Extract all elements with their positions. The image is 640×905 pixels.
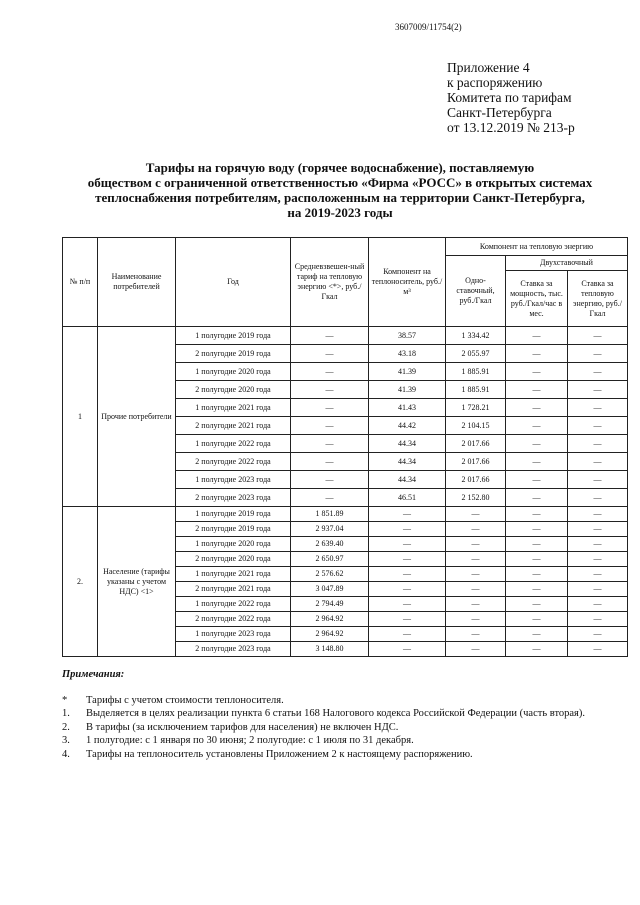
table-cell: — bbox=[291, 417, 369, 435]
table-cell: — bbox=[291, 399, 369, 417]
table-cell: — bbox=[291, 363, 369, 381]
table-cell: 1 851.89 bbox=[291, 507, 369, 522]
table-cell: — bbox=[369, 612, 446, 627]
table-cell: — bbox=[446, 567, 506, 582]
table-cell: — bbox=[506, 507, 568, 522]
table-cell: 3 047.89 bbox=[291, 582, 369, 597]
table-cell: — bbox=[568, 345, 628, 363]
table-cell: — bbox=[568, 399, 628, 417]
note-item bbox=[62, 734, 632, 748]
note-item bbox=[62, 707, 632, 721]
appendix-block bbox=[447, 60, 575, 135]
table-cell: 2 017.66 bbox=[446, 453, 506, 471]
table-cell: 1 728.21 bbox=[446, 399, 506, 417]
cell-consumer: Прочие потребители bbox=[98, 327, 176, 507]
table-cell: 2 937.04 bbox=[291, 522, 369, 537]
table-cell: — bbox=[568, 435, 628, 453]
table-cell: 1 полугодие 2020 года bbox=[176, 363, 291, 381]
table-row bbox=[63, 507, 628, 522]
cell-num: 2. bbox=[63, 507, 98, 657]
table-cell: — bbox=[446, 642, 506, 657]
header-two-rate: Двухставочный bbox=[506, 256, 628, 271]
table-cell: — bbox=[369, 537, 446, 552]
table-cell: — bbox=[506, 345, 568, 363]
table-cell: — bbox=[506, 522, 568, 537]
table-cell: — bbox=[506, 363, 568, 381]
table-cell: 2 055.97 bbox=[446, 345, 506, 363]
table-cell: — bbox=[506, 642, 568, 657]
table-cell: 3 148.80 bbox=[291, 642, 369, 657]
table-cell: 2 полугодие 2020 года bbox=[176, 381, 291, 399]
table-cell: — bbox=[568, 627, 628, 642]
table-cell: — bbox=[506, 327, 568, 345]
table-cell: 44.34 bbox=[369, 453, 446, 471]
table-cell: 1 полугодие 2021 года bbox=[176, 567, 291, 582]
document-code: 3607009/11754(2) bbox=[395, 22, 462, 32]
note-item bbox=[62, 748, 632, 762]
table-cell: 2 964.92 bbox=[291, 627, 369, 642]
table-cell: — bbox=[369, 552, 446, 567]
table-cell: 44.42 bbox=[369, 417, 446, 435]
note-item bbox=[62, 721, 632, 735]
cell-consumer: Население (тарифы указаны с учетом НДС) <1> bbox=[98, 507, 176, 657]
table-cell: — bbox=[506, 597, 568, 612]
header-single-rate: Одно-ставочный, руб./Гкал bbox=[446, 256, 506, 327]
table-cell: 2 639.40 bbox=[291, 537, 369, 552]
appendix-line: к распоряжению bbox=[447, 75, 543, 90]
table-cell: 2 152.80 bbox=[446, 489, 506, 507]
table-cell: 1 885.91 bbox=[446, 363, 506, 381]
header-year: Год bbox=[176, 238, 291, 327]
table-cell: 2 полугодие 2019 года bbox=[176, 522, 291, 537]
table-cell: — bbox=[369, 642, 446, 657]
table-cell: — bbox=[568, 471, 628, 489]
table-cell: — bbox=[506, 489, 568, 507]
table-cell: — bbox=[446, 507, 506, 522]
table-cell: 1 полугодие 2019 года bbox=[176, 327, 291, 345]
table-cell: — bbox=[506, 435, 568, 453]
table-cell: 1 полугодие 2023 года bbox=[176, 627, 291, 642]
note-text: Выделяется в целях реализации пункта 6 статьи 168 Налогового кодекса Российской Федерации (часть вторая). bbox=[86, 708, 586, 719]
document-title bbox=[70, 160, 610, 220]
table-cell: — bbox=[506, 381, 568, 399]
title-line: Тарифы на горячую воду (горячее водоснабжение), поставляемую bbox=[145, 160, 535, 175]
table-cell: — bbox=[369, 522, 446, 537]
table-cell: — bbox=[568, 537, 628, 552]
table-cell: — bbox=[568, 552, 628, 567]
table-cell: — bbox=[506, 537, 568, 552]
table-cell: 44.34 bbox=[369, 471, 446, 489]
cell-num: 1 bbox=[63, 327, 98, 507]
header-energy-rate: Ставка за тепловую энергию, руб./Гкал bbox=[568, 271, 628, 327]
note-text: В тарифы (за исключением тарифов для населения) не включен НДС. bbox=[86, 721, 399, 733]
table-cell: — bbox=[291, 471, 369, 489]
note-text: 1 полугодие: с 1 января по 30 июня; 2 полугодие: с 1 июля по 31 декабря. bbox=[86, 735, 414, 746]
header-carrier: Компонент на теплоноситель, руб./м³ bbox=[369, 238, 446, 327]
table-cell: — bbox=[506, 567, 568, 582]
table-cell: — bbox=[446, 552, 506, 567]
appendix-line: от 13.12.2019 № 213-р bbox=[447, 120, 575, 135]
table-cell: 1 полугодие 2023 года bbox=[176, 471, 291, 489]
table-cell: — bbox=[446, 582, 506, 597]
title-line: на 2019-2023 годы bbox=[287, 205, 393, 220]
table-cell: — bbox=[568, 417, 628, 435]
table-cell: — bbox=[506, 471, 568, 489]
table-cell: 2 650.97 bbox=[291, 552, 369, 567]
table-cell: — bbox=[446, 627, 506, 642]
title-line: обществом с ограниченной ответственностью «Фирма «РОСС» в открытых системах bbox=[87, 175, 593, 190]
table-cell: — bbox=[446, 597, 506, 612]
table-cell: 38.57 bbox=[369, 327, 446, 345]
table-cell: — bbox=[446, 612, 506, 627]
notes bbox=[62, 668, 632, 761]
note-mark: 2. bbox=[62, 721, 70, 733]
table-cell: — bbox=[369, 507, 446, 522]
table-row bbox=[63, 327, 628, 345]
table-cell: 2 полугодие 2019 года bbox=[176, 345, 291, 363]
table-cell: 2 104.15 bbox=[446, 417, 506, 435]
table-cell: — bbox=[568, 567, 628, 582]
note-mark: * bbox=[62, 694, 68, 706]
table-cell: — bbox=[291, 327, 369, 345]
table-cell: — bbox=[369, 582, 446, 597]
table-cell: — bbox=[568, 507, 628, 522]
note-mark: 1. bbox=[62, 708, 70, 719]
header-avg-tariff: Средневзвешен-ный тариф на тепловую энергию <*>, руб./Гкал bbox=[291, 238, 369, 327]
table-cell: 2 964.92 bbox=[291, 612, 369, 627]
note-text: Тарифы на теплоноситель установлены Приложением 2 к настоящему распоряжению. bbox=[86, 748, 473, 760]
table-cell: 2 794.49 bbox=[291, 597, 369, 612]
table-cell: — bbox=[568, 582, 628, 597]
table-cell: 1 полугодие 2022 года bbox=[176, 597, 291, 612]
notes-heading: Примечания: bbox=[62, 669, 125, 680]
table-cell: — bbox=[568, 363, 628, 381]
table-cell: 41.43 bbox=[369, 399, 446, 417]
header-heat-component: Компонент на тепловую энергию bbox=[446, 238, 628, 256]
table-cell: 43.18 bbox=[369, 345, 446, 363]
table-cell: 46.51 bbox=[369, 489, 446, 507]
table-cell: — bbox=[568, 522, 628, 537]
table-cell: 41.39 bbox=[369, 381, 446, 399]
table-cell: — bbox=[291, 381, 369, 399]
table-cell: — bbox=[506, 399, 568, 417]
table-cell: 2 полугодие 2021 года bbox=[176, 582, 291, 597]
table-cell: — bbox=[369, 627, 446, 642]
table-cell: — bbox=[506, 417, 568, 435]
tariff-table bbox=[62, 237, 628, 657]
table-cell: 2 полугодие 2020 года bbox=[176, 552, 291, 567]
table-cell: — bbox=[506, 552, 568, 567]
table-cell: — bbox=[369, 567, 446, 582]
table-cell: — bbox=[291, 489, 369, 507]
table-cell: 2 полугодие 2022 года bbox=[176, 453, 291, 471]
table-cell: — bbox=[568, 327, 628, 345]
table-cell: 1 полугодие 2019 года bbox=[176, 507, 291, 522]
table-cell: — bbox=[568, 597, 628, 612]
table-cell: 1 885.91 bbox=[446, 381, 506, 399]
table-cell: 2 полугодие 2023 года bbox=[176, 642, 291, 657]
table-cell: — bbox=[291, 345, 369, 363]
table-cell: 2 полугодие 2023 года bbox=[176, 489, 291, 507]
table-cell: — bbox=[506, 582, 568, 597]
note-mark: 4. bbox=[62, 748, 70, 760]
table-cell: 2 017.66 bbox=[446, 435, 506, 453]
table-cell: — bbox=[291, 435, 369, 453]
header-power-rate: Ставка за мощность, тыс. руб./Гкал/час в мес. bbox=[506, 271, 568, 327]
header-consumer: Наименование потребителей bbox=[98, 238, 176, 327]
table-cell: — bbox=[568, 381, 628, 399]
appendix-line: Санкт-Петербурга bbox=[447, 105, 552, 120]
title-line: теплоснабжения потребителям, расположенным на территории Санкт-Петербурга, bbox=[95, 190, 585, 205]
table-cell: — bbox=[568, 489, 628, 507]
table-cell: — bbox=[568, 642, 628, 657]
table-cell: — bbox=[506, 453, 568, 471]
table-cell: — bbox=[446, 537, 506, 552]
table-cell: 2 полугодие 2022 года bbox=[176, 612, 291, 627]
table-cell: — bbox=[568, 453, 628, 471]
note-text: Тарифы с учетом стоимости теплоносителя. bbox=[86, 694, 284, 706]
table-cell: — bbox=[446, 522, 506, 537]
appendix-line: Комитета по тарифам bbox=[447, 90, 572, 105]
table-cell: — bbox=[568, 612, 628, 627]
table-cell: 2 полугодие 2021 года bbox=[176, 417, 291, 435]
table-cell: — bbox=[506, 612, 568, 627]
table-cell: 1 полугодие 2021 года bbox=[176, 399, 291, 417]
table-cell: — bbox=[369, 597, 446, 612]
table-cell: — bbox=[291, 453, 369, 471]
table-cell: 2 576.62 bbox=[291, 567, 369, 582]
table-cell: — bbox=[506, 627, 568, 642]
note-mark: 3. bbox=[62, 735, 70, 746]
note-item bbox=[62, 694, 632, 708]
header-num: № п/п bbox=[63, 238, 98, 327]
table-cell: 44.34 bbox=[369, 435, 446, 453]
table-cell: 41.39 bbox=[369, 363, 446, 381]
table-cell: 1 полугодие 2022 года bbox=[176, 435, 291, 453]
table-cell: 2 017.66 bbox=[446, 471, 506, 489]
appendix-line: Приложение 4 bbox=[447, 60, 530, 75]
table-cell: 1 334.42 bbox=[446, 327, 506, 345]
table-cell: 1 полугодие 2020 года bbox=[176, 537, 291, 552]
